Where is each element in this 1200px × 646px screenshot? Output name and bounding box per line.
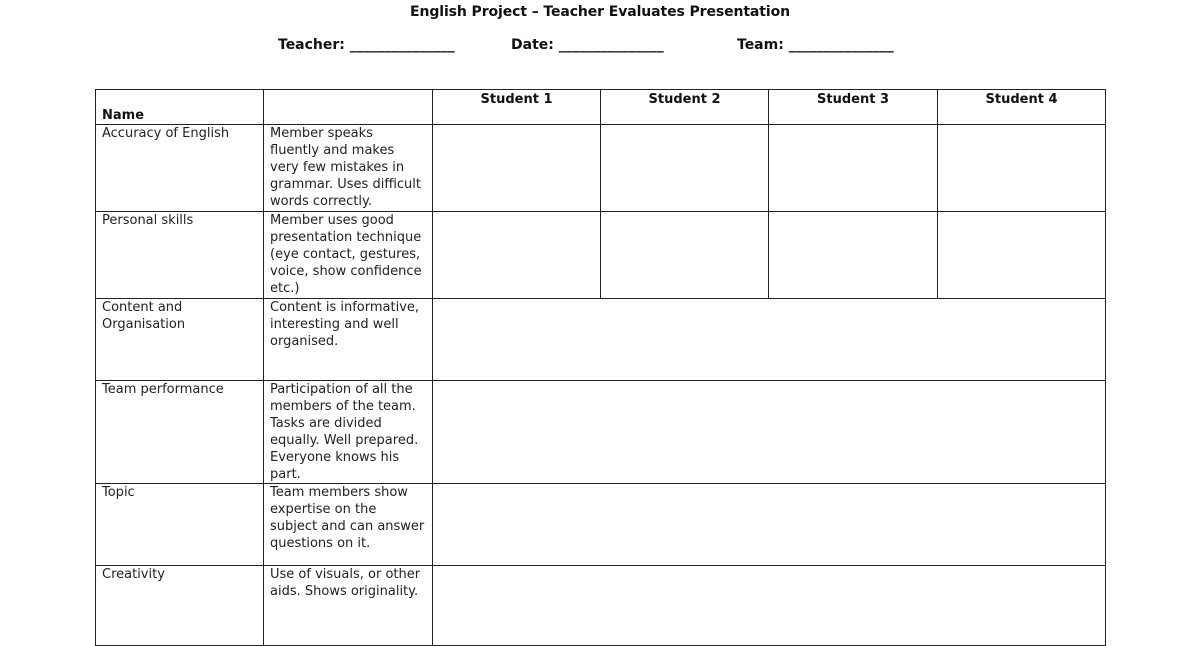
teacher-field[interactable]: Teacher: _______________ — [278, 37, 455, 53]
description-cell: Content is informative, interesting and well organised. — [264, 299, 433, 381]
team-score-cell[interactable] — [433, 484, 1106, 566]
table-header-row — [96, 90, 1106, 125]
student-4-score-cell[interactable] — [938, 125, 1106, 212]
criterion-cell: Creativity — [96, 566, 264, 646]
criterion-cell: Topic — [96, 484, 264, 566]
student-2-header: Student 2 — [601, 90, 769, 125]
table-row — [96, 212, 1106, 299]
description-cell: Use of visuals, or other aids. Shows originality. — [264, 566, 433, 646]
description-cell: Team members show expertise on the subject and can answer questions on it. — [264, 484, 433, 566]
student-1-header: Student 1 — [433, 90, 601, 125]
student-3-score-cell[interactable] — [769, 125, 938, 212]
evaluation-table — [95, 89, 1106, 646]
criterion-cell: Accuracy of English — [96, 125, 264, 212]
student-3-header: Student 3 — [769, 90, 938, 125]
document-title: English Project – Teacher Evaluates Presentation — [410, 4, 790, 20]
student-1-score-cell[interactable] — [433, 212, 601, 299]
criterion-cell: Content and Organisation — [96, 299, 264, 381]
student-4-score-cell[interactable] — [938, 212, 1106, 299]
student-4-header: Student 4 — [938, 90, 1106, 125]
student-1-score-cell[interactable] — [433, 125, 601, 212]
criterion-cell: Team performance — [96, 381, 264, 484]
criterion-cell: Personal skills — [96, 212, 264, 299]
table-row — [96, 125, 1106, 212]
table-row — [96, 484, 1106, 566]
student-2-score-cell[interactable] — [601, 212, 769, 299]
description-column-header — [264, 90, 433, 125]
form-fields — [0, 37, 1200, 57]
team-score-cell[interactable] — [433, 566, 1106, 646]
team-score-cell[interactable] — [433, 381, 1106, 484]
description-cell: Member uses good presentation technique (eye contact, gestures, voice, show confidence etc.) — [264, 212, 433, 299]
date-field[interactable]: Date: _______________ — [511, 37, 664, 53]
student-3-score-cell[interactable] — [769, 212, 938, 299]
table-row — [96, 299, 1106, 381]
name-column-header: Name — [96, 90, 264, 125]
table-row — [96, 566, 1106, 646]
table-row — [96, 381, 1106, 484]
team-field[interactable]: Team: _______________ — [737, 37, 894, 53]
description-cell: Participation of all the members of the team. Tasks are divided equally. Well prepared. Everyone knows his part. — [264, 381, 433, 484]
student-2-score-cell[interactable] — [601, 125, 769, 212]
team-score-cell[interactable] — [433, 299, 1106, 381]
description-cell: Member speaks fluently and makes very few mistakes in grammar. Uses difficult words correctly. — [264, 125, 433, 212]
